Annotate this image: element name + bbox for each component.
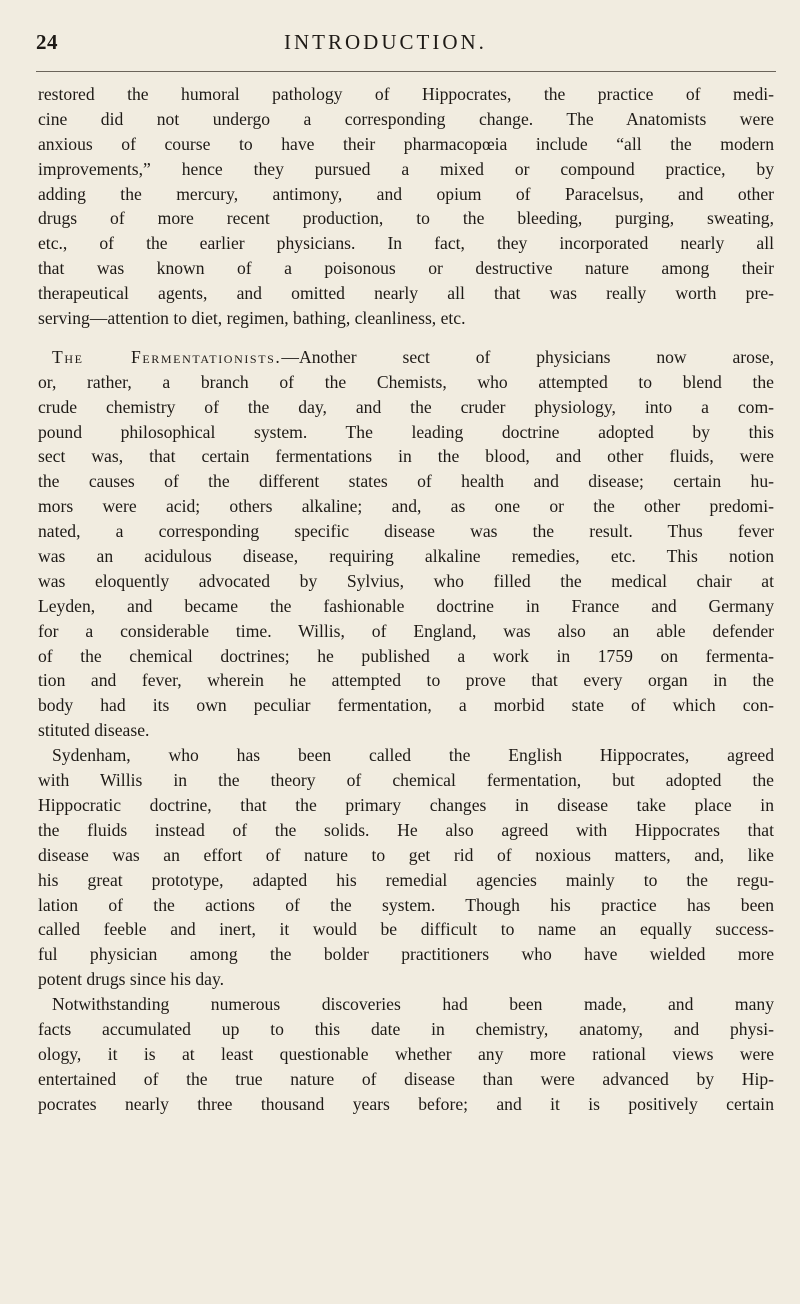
text-line: lation of the actions of the system. Though his practice has been — [38, 894, 774, 915]
text-line: or, rather, a branch of the Chemists, who attempted to blend the — [38, 371, 774, 392]
running-title: INTRODUCTION. — [284, 30, 487, 54]
text-line: cine did not undergo a corresponding change. The Anatomists were — [38, 108, 774, 129]
text-line: was eloquently advocated by Sylvius, who filled the medical chair at — [38, 570, 774, 591]
text-line: tion and fever, wherein he attempted to prove that every organ in the — [38, 670, 774, 691]
text-line: body had its own peculiar fermentation, a morbid state of which con- — [38, 695, 774, 716]
body-text — [38, 82, 774, 1117]
section-heading: The Fermentationists. — [52, 346, 282, 367]
text-line: crude chemistry of the day, and the cruder physiology, into a com- — [38, 396, 774, 417]
header-rule — [36, 71, 776, 72]
text-line: was an acidulous disease, requiring alkaline remedies, etc. This notion — [38, 546, 774, 567]
text-line: of the chemical doctrines; he published a work in 1759 on fermenta- — [38, 645, 774, 666]
page-number: 24 — [36, 30, 58, 54]
text-line: disease was an effort of nature to get rid of noxious matters, and, like — [38, 844, 774, 865]
text-line: for a considerable time. Willis, of England, was also an able defender — [38, 620, 774, 641]
section-first-line — [38, 345, 774, 370]
text-line: mors were acid; others alkaline; and, as one or the other predomi- — [38, 496, 774, 517]
text-line: his great prototype, adapted his remedial agencies mainly to the regu- — [38, 869, 774, 890]
text-line: pound philosophical system. The leading doctrine adopted by this — [38, 421, 774, 442]
text-line: that was known of a poisonous or destructive nature among their — [38, 258, 774, 279]
text-line: serving—attention to diet, regimen, bathing, cleanliness, etc. — [38, 308, 466, 329]
text-line: entertained of the true nature of disease than were advanced by Hip- — [38, 1068, 774, 1089]
text-line: Leyden, and became the fashionable doctrine in France and Germany — [38, 595, 774, 616]
text-line: with Willis in the theory of chemical fermentation, but adopted the — [38, 770, 774, 791]
text-line: the fluids instead of the solids. He also agreed with Hippocrates that — [38, 819, 774, 840]
text-line: improvements,” hence they pursued a mixed or compound practice, by — [38, 158, 774, 179]
paragraph-first-line: Sydenham, who has been called the English Hippocrates, agreed — [52, 745, 774, 766]
text-line: stituted disease. — [38, 720, 150, 741]
text-line: nated, a corresponding specific disease was the result. Thus fever — [38, 521, 774, 542]
text-line: therapeutical agents, and omitted nearly all that was really worth pre- — [38, 283, 774, 304]
text-line: the causes of the different states of health and disease; certain hu- — [38, 471, 774, 492]
section-lead-text: —Another sect of physicians now arose, — [281, 346, 775, 367]
text-line: anxious of course to have their pharmacopœia include “all the modern — [38, 133, 774, 154]
text-line: ology, it is at least questionable whether any more rational views were — [38, 1043, 774, 1064]
text-line: facts accumulated up to this date in chemistry, anatomy, and physi- — [38, 1018, 774, 1039]
text-line: sect was, that certain fermentations in the blood, and other fluids, were — [38, 446, 774, 467]
running-head — [36, 30, 776, 62]
paragraph-first-line: Notwithstanding numerous discoveries had been made, and many — [52, 994, 774, 1015]
text-line: pocrates nearly three thousand years before; and it is positively certain — [38, 1093, 774, 1114]
text-line: restored the humoral pathology of Hippocrates, the practice of medi- — [38, 84, 774, 104]
text-line: drugs of more recent production, to the bleeding, purging, sweating, — [38, 208, 774, 229]
text-line: called feeble and inert, it would be difficult to name an equally success- — [38, 919, 774, 940]
text-line: ful physician among the bolder practitioners who have wielded more — [38, 944, 774, 965]
text-line: potent drugs since his day. — [38, 969, 225, 990]
text-line: adding the mercury, antimony, and opium of Paracelsus, and other — [38, 183, 774, 204]
text-line: Hippocratic doctrine, that the primary changes in disease take place in — [38, 794, 774, 815]
text-line: etc., of the earlier physicians. In fact, they incorporated nearly all — [38, 233, 774, 254]
